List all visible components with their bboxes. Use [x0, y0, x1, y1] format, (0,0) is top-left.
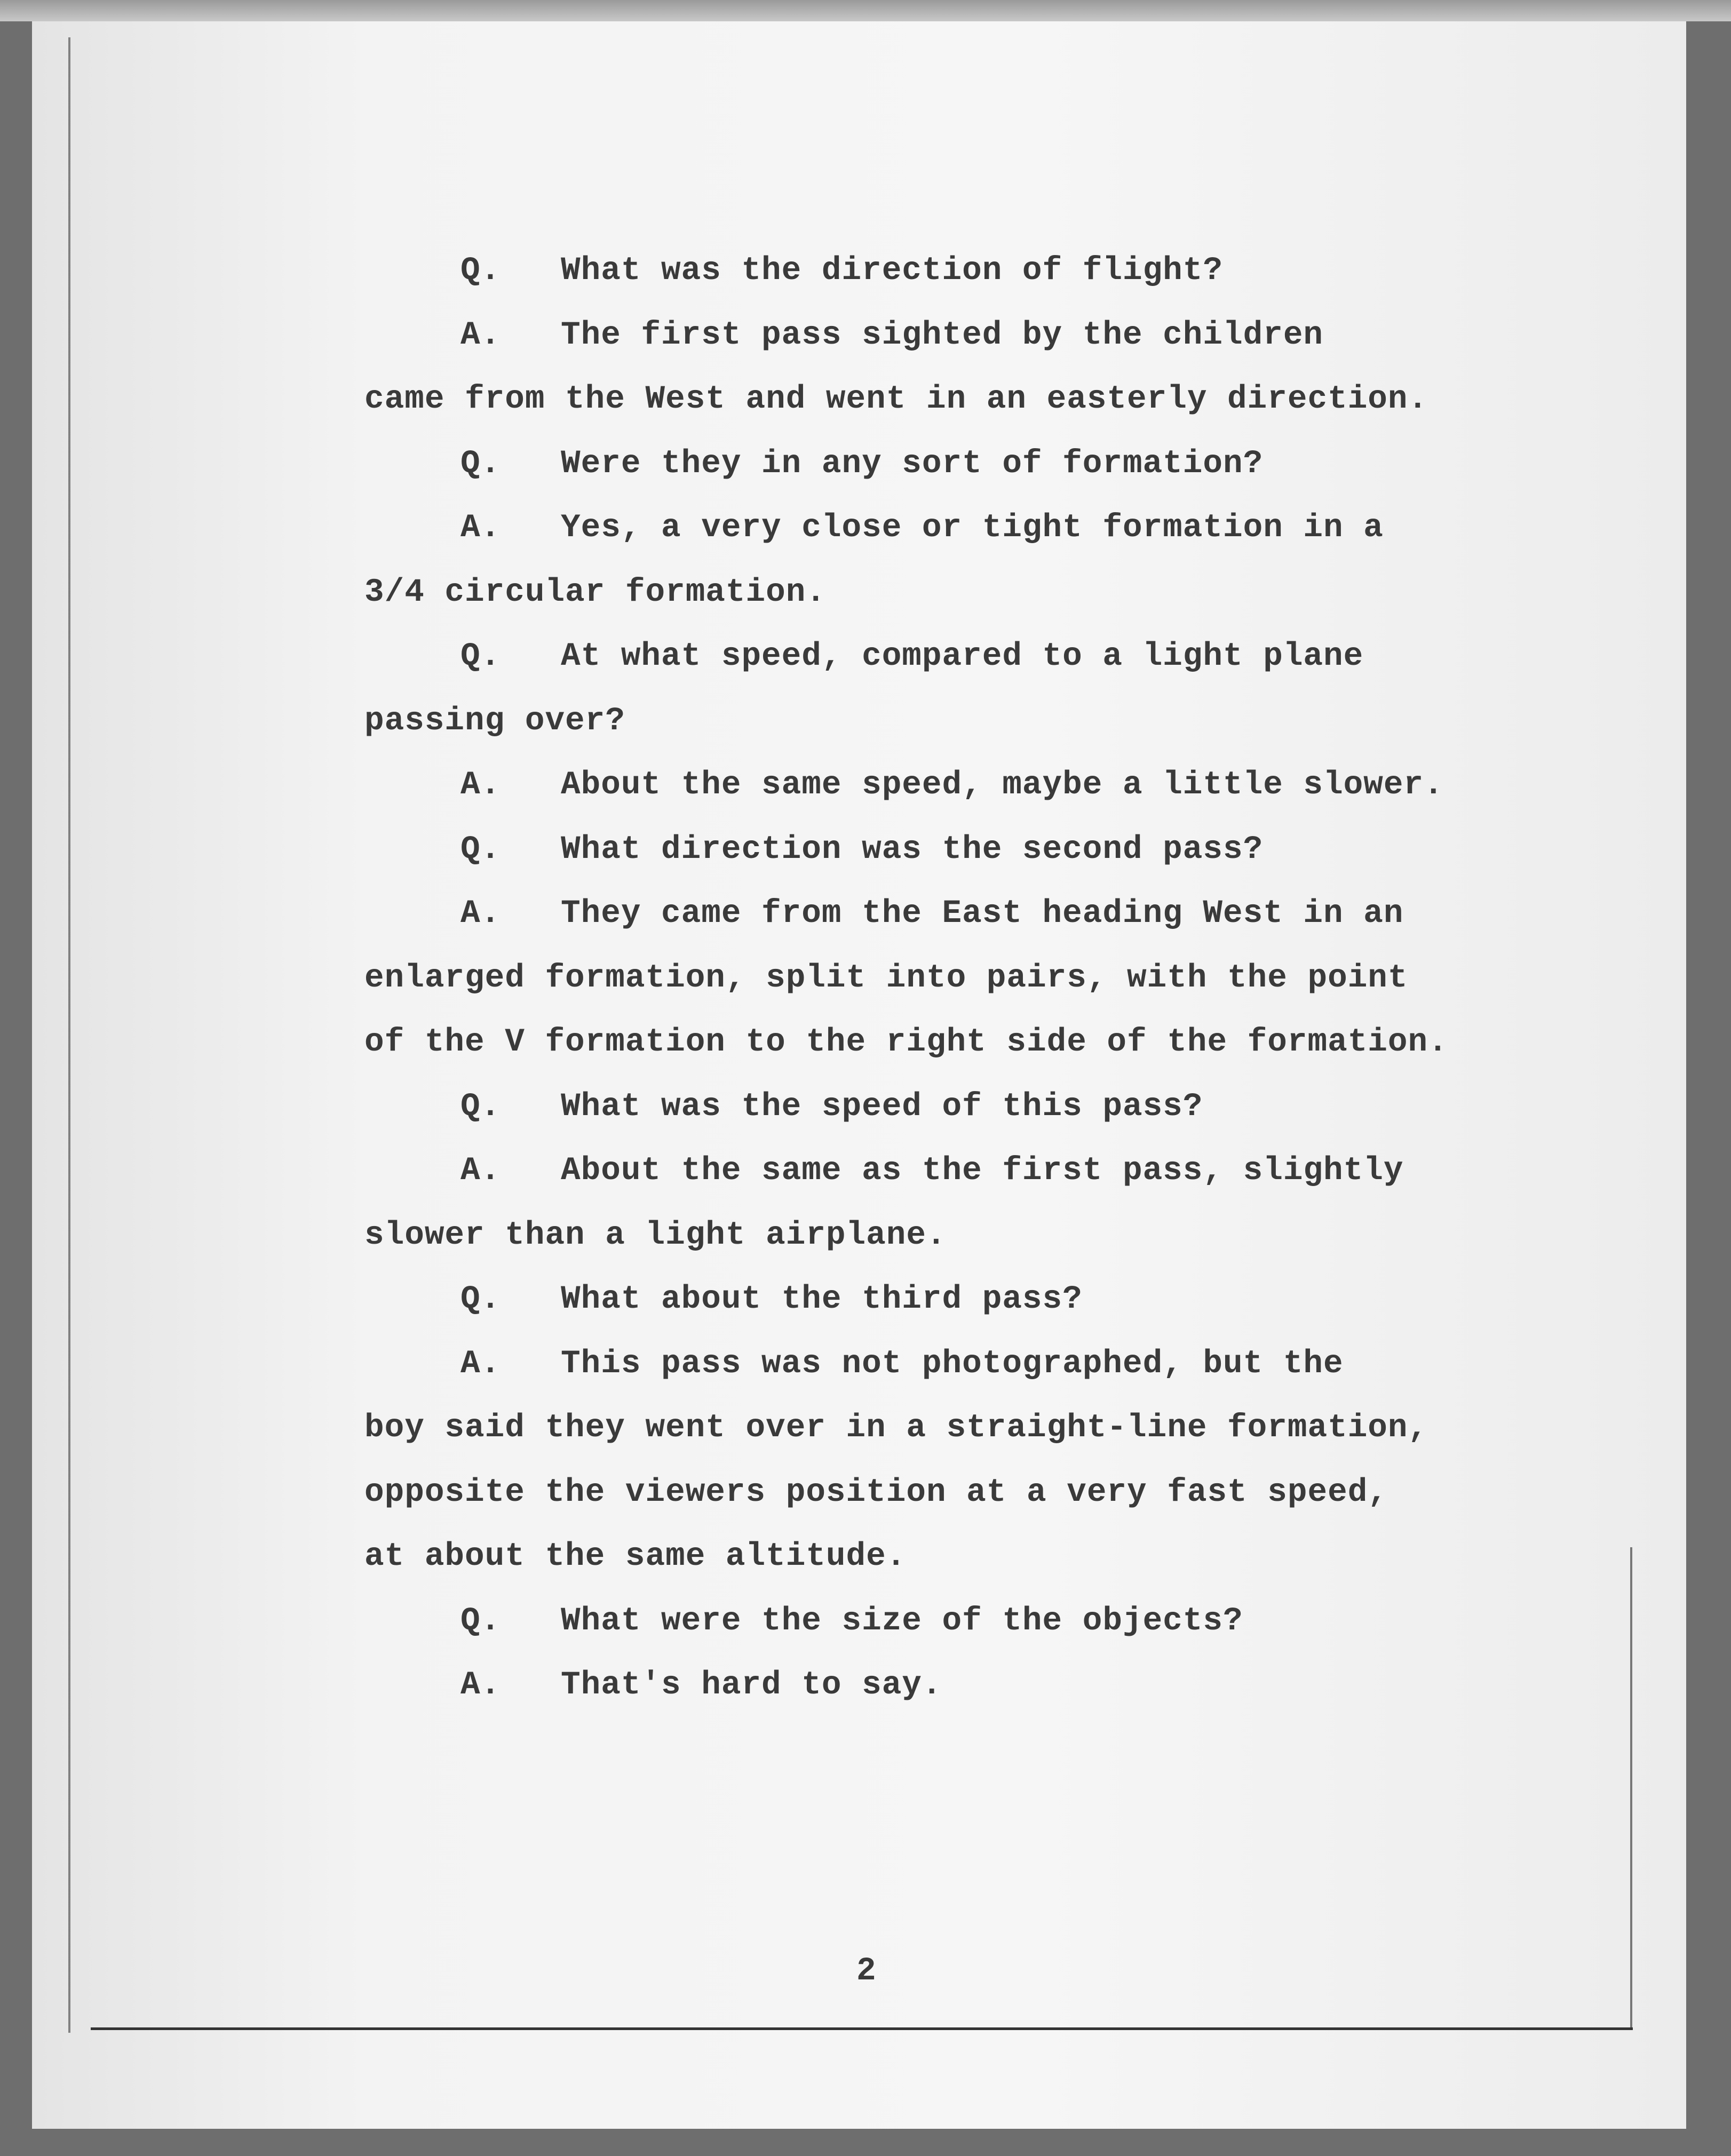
- question-line: [0, 1589, 1731, 1654]
- continuation-line: [0, 689, 1731, 754]
- question-line: [0, 1075, 1731, 1140]
- line-text: enlarged formation, split into pairs, with the point: [364, 959, 1408, 997]
- qa-marker: A.: [460, 510, 501, 546]
- line-text: Were they in any sort of formation?: [561, 445, 1264, 482]
- answer-line: [0, 1139, 1731, 1204]
- line-text: What was the speed of this pass?: [561, 1088, 1203, 1125]
- line-text: What about the third pass?: [561, 1281, 1083, 1318]
- line-text: of the V formation to the right side of the formation.: [364, 1024, 1448, 1061]
- line-text: What direction was the second pass?: [561, 831, 1264, 868]
- line-text: This pass was not photographed, but the: [561, 1345, 1344, 1382]
- qa-marker: A.: [460, 895, 501, 932]
- transcript-body: [0, 239, 1731, 1718]
- line-text: came from the West and went in an easterly direction.: [364, 381, 1428, 418]
- line-text: What was the direction of flight?: [561, 252, 1223, 289]
- qa-marker: A.: [460, 316, 501, 354]
- question-line: [0, 432, 1731, 497]
- line-text: About the same as the first pass, slightly: [561, 1152, 1404, 1189]
- continuation-line: [0, 1525, 1731, 1589]
- continuation-line: [0, 1461, 1731, 1525]
- line-text: passing over?: [364, 702, 625, 739]
- continuation-line: [0, 1396, 1731, 1461]
- qa-marker: A.: [460, 767, 501, 803]
- question-line: [0, 818, 1731, 882]
- continuation-line: [0, 946, 1731, 1011]
- qa-marker: A.: [460, 1345, 501, 1382]
- bottom-border-line: [91, 2027, 1633, 2030]
- answer-line: [0, 753, 1731, 818]
- qa-marker: Q.: [460, 252, 501, 289]
- question-line: [0, 1268, 1731, 1332]
- line-text: About the same speed, maybe a little slower.: [561, 767, 1444, 803]
- answer-line: [0, 496, 1731, 561]
- continuation-line: [0, 1204, 1731, 1268]
- continuation-line: [0, 561, 1731, 625]
- continuation-line: [0, 1011, 1731, 1075]
- page-number: 2: [856, 1953, 876, 1990]
- line-text: At what speed, compared to a light plane: [561, 638, 1364, 675]
- qa-marker: Q.: [460, 1088, 501, 1125]
- answer-line: [0, 882, 1731, 946]
- answer-line: [0, 1653, 1731, 1718]
- question-line: [0, 239, 1731, 304]
- continuation-line: [0, 368, 1731, 432]
- qa-marker: Q.: [460, 445, 501, 482]
- line-text: boy said they went over in a straight-line formation,: [364, 1410, 1428, 1446]
- line-text: That's hard to say.: [561, 1667, 942, 1704]
- qa-marker: Q.: [460, 638, 501, 675]
- line-text: They came from the East heading West in an: [561, 895, 1404, 932]
- line-text: Yes, a very close or tight formation in a: [561, 510, 1384, 546]
- line-text: What were the size of the objects?: [561, 1602, 1243, 1640]
- line-text: slower than a light airplane.: [364, 1216, 947, 1254]
- answer-line: [0, 304, 1731, 368]
- question-line: [0, 625, 1731, 689]
- line-text: The first pass sighted by the children: [561, 316, 1324, 354]
- qa-marker: Q.: [460, 1281, 501, 1318]
- line-text: 3/4 circular formation.: [364, 574, 826, 611]
- qa-marker: A.: [460, 1152, 501, 1189]
- qa-marker: Q.: [460, 1602, 501, 1640]
- line-text: opposite the viewers position at a very fast speed,: [364, 1474, 1388, 1511]
- answer-line: [0, 1332, 1731, 1397]
- qa-marker: A.: [460, 1667, 501, 1704]
- line-text: at about the same altitude.: [364, 1538, 907, 1575]
- qa-marker: Q.: [460, 831, 501, 868]
- scan-top-edge: [0, 0, 1731, 21]
